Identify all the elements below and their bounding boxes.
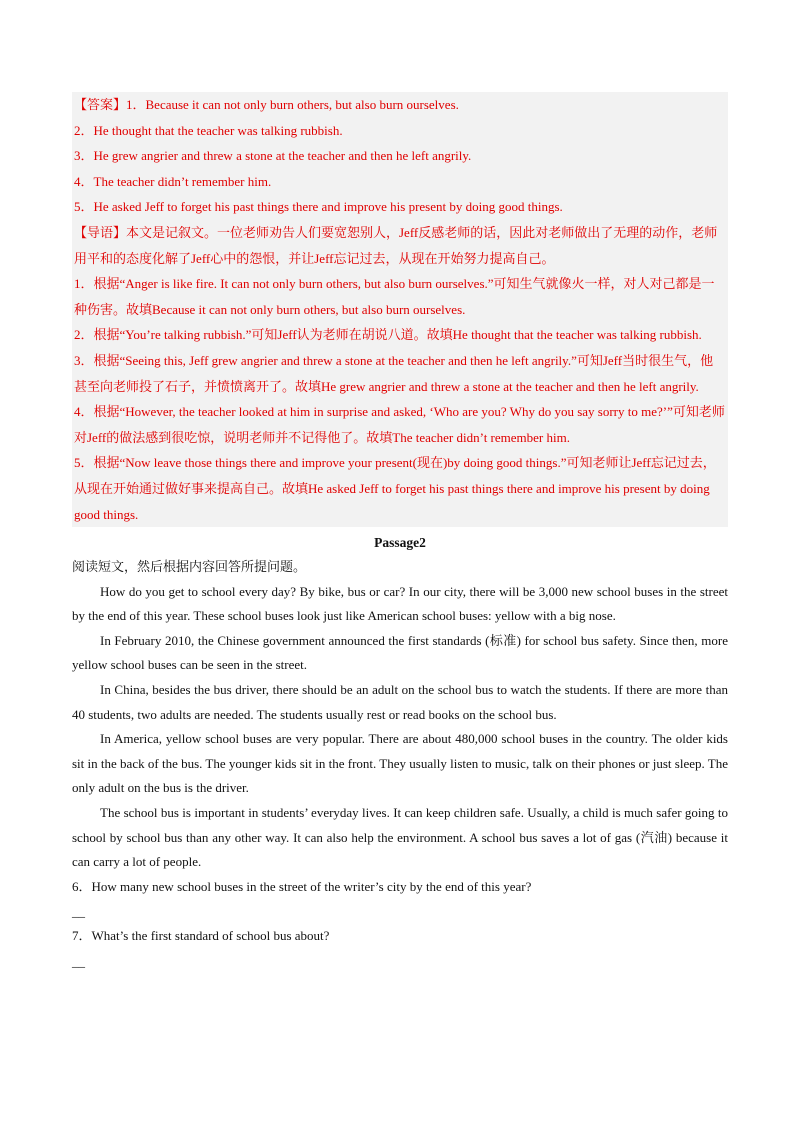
passage-title: Passage2 <box>374 535 426 551</box>
guide-paragraph: 3．根据“Seeing this, Jeff grew angrier and threw a stone at the teacher and then he left angrily.”可知Jeff当时很生气，他甚至向老师投了石子，并愤愤离开了。故填He grew angrier and threw a stone at the teacher and then he left angrily. <box>74 352 714 394</box>
answer-line: 5．He asked Jeff to forget his past things there and improve his present by doing good things. <box>74 199 563 215</box>
passage-paragraph: The school bus is important in students’ everyday lives. It can keep children safe. Usually, a child is much safer going to school by school bus than any other way. It can also help the environment. A school bus saves a lot of gas (汽油) because it can carry a lot of people. <box>72 805 728 870</box>
guide-paragraph: 5．根据“Now leave those things there and improve your present(现在)by doing good things.”可知老师让Jeff忘记过去，从现在开始通过做好事来提高自己。故填He asked Jeff to forget his past things there and improve his present by doing good things. <box>74 455 716 522</box>
passage-paragraph: In America, yellow school buses are very popular. There are about 480,000 school buses in the country. The older kids sit in the back of the bus. The younger kids sit in the front. They usually listen to music, talk on their phones or just sleep. The only adult on the bus is the driver. <box>72 731 728 796</box>
passage-paragraph: In February 2010, the Chinese government announced the first standards (标准) for school bus safety. Since then, more yellow school buses can be seen in the street. <box>72 632 728 673</box>
question-text: 6．How many new school buses in the street of the writer’s city by the end of this year? <box>72 878 532 894</box>
guide-paragraph: 4．根据“However, the teacher looked at him in surprise and asked, ‘Who are you? Why do you say sorry to me?’”可知老师对Jeff的做法感到很吃惊，说明老师并不记得他了。故填The teacher didn’t remember him. <box>74 404 725 445</box>
passage-paragraph: How do you get to school every day? By bike, bus or car? In our city, there will be 3,000 new school buses in the street by the end of this year. These school buses look just like American school buses: yellow with a big nose. <box>72 583 728 624</box>
guide-paragraph: 2．根据“You’re talking rubbish.”可知Jeff认为老师在胡说八道。故填He thought that the teacher was talking rubbish. <box>74 327 702 343</box>
answer-blank[interactable]: __ <box>72 904 85 920</box>
answer-section <box>72 92 728 527</box>
passage-instruction: 阅读短文，然后根据内容回答所提问题。 <box>72 559 307 575</box>
answer-line: 3．He grew angrier and threw a stone at the teacher and then he left angrily. <box>74 148 472 164</box>
guide-paragraph: 【导语】本文是记叙文。一位老师劝告人们要宽恕别人，Jeff反感老师的话，因此对老师做出了无理的动作，老师用平和的态度化解了Jeff心中的怨恨，并让Jeff忘记过去，从现在开始努力提高自己。 <box>74 224 718 266</box>
answer-line: 2．He thought that the teacher was talking rubbish. <box>74 122 343 138</box>
guide-paragraph: 1．根据“Anger is like fire. It can not only burn others, but also burn ourselves.”可知生气就像火一样，对人对己都是一种伤害。故填Because it can not only burn others, but also burn ourselves. <box>74 276 715 317</box>
document-page <box>72 92 728 974</box>
answer-line: 【答案】1．Because it can not only burn others, but also burn ourselves. <box>74 97 459 112</box>
answer-line: 4．The teacher didn’t remember him. <box>74 173 272 189</box>
passage-paragraph: In China, besides the bus driver, there should be an adult on the school bus to watch the students. If there are more than 40 students, two adults are needed. The students usually rest or read books on the school bus. <box>72 682 728 722</box>
passage-body <box>72 555 728 974</box>
question-text: 7．What’s the first standard of school bus about? <box>72 928 330 944</box>
answer-blank[interactable]: __ <box>72 954 85 969</box>
